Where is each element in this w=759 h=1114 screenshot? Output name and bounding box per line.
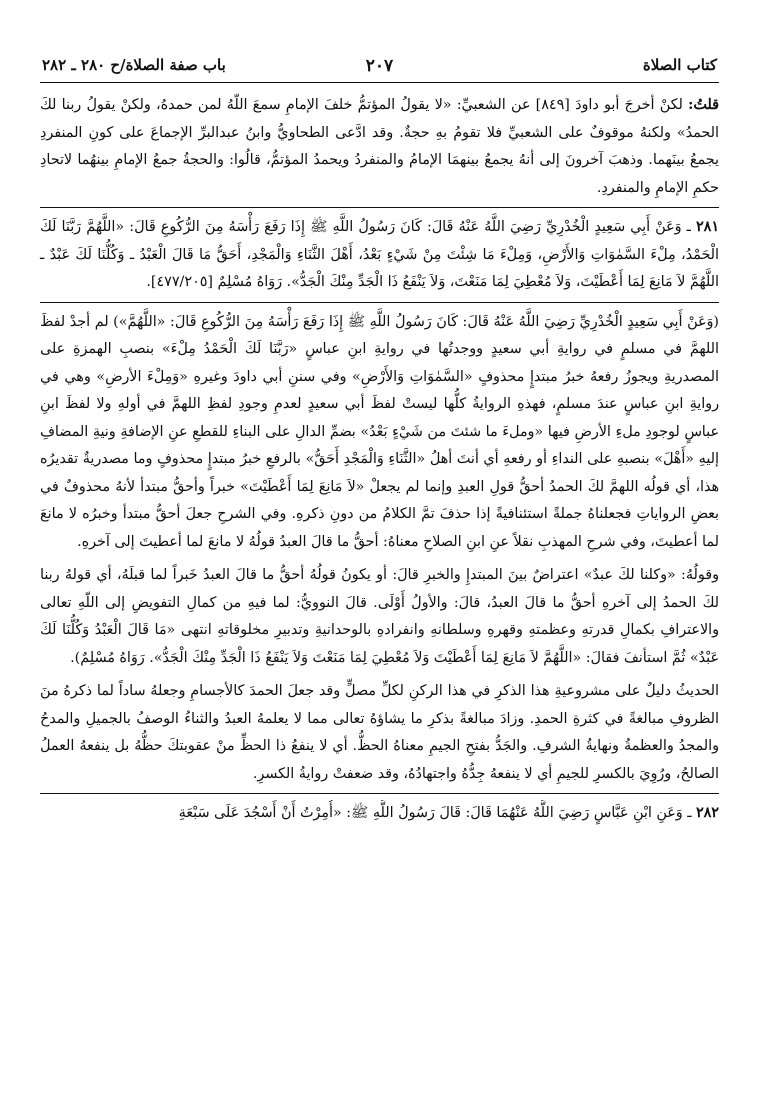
section-divider — [40, 793, 719, 794]
hadith-281 — [40, 214, 719, 297]
page-number: ٢٠٧ — [365, 56, 394, 76]
commentary-paragraph: الحديثُ دليلٌ على مشروعيةِ هذا الذكرِ في هذا الركنِ لكلِّ مصلٍّ وقد جعلَ الحمدَ كالأجسامِ وجعلهُ ساداً لما ذكرهُ منَ الظروفِ مبالغةً في كثرةِ الحمدِ. وزادَ مبالغةً بذكرِ ما يشاؤهُ تعالى مما لا يعلمهُ العبدُ والثناءُ الوصفُ بالجميلِ والمدحُ والمجدُ والعظمةُ ونهايةُ الشرفِ. والجَدُّ بفتحِ الجيمِ معناهُ الحظُّ. أي لا ينفعُ ذا الحظِّ منْ عقوبتكَ حظُّهُ بل ينفعهُ العملُ الصالحُ، ورُوِيَ بالكسرِ للجيمِ أي لا ينفعهُ جِدُّهُ واجتهادُهُ، وقد ضعفتْ روايةُ الكسرِ. — [40, 683, 719, 782]
hadith-number: ٢٨١ — [695, 219, 720, 235]
hadith-282 — [40, 800, 719, 828]
commentary-paragraph: (وَعَنْ أَبِي سَعِيدٍ الْخُدْرِيِّ رَضِيَ اللَّهُ عَنْهُ قَالَ: كَانَ رَسُولُ اللَّهِ ﷺ إِذَا رَفَعَ رَأْسَهُ مِنَ الرُّكُوعِ قَالَ: «اللَّهُمَّ») لم أجدْ لفظَ اللهمَّ في مسلمٍ في روايةِ أبي سعيدٍ ووجدتُها في روايةِ ابنِ عباسٍ «رَبَّنَا لَكَ الْحَمْدُ مِلْءَ» بنصبِ الهمزةِ على المصدريةِ ويجوزُ رفعهُ خبرُ مبتدإٍ محذوفٍ «السَّمٰوَاتِ وَالأَرْضِ» وفي سننِ أبي داودَ وغيرهِ «وَمِلْءَ الأرضِ» وهي في روايةِ ابنِ عباسٍ عندَ مسلمٍ، فهذهِ الروايةُ كلُّها ليستْ لفظَ أبي سعيدٍ لعدمِ وجودِ لفظِ اللهمَّ في أولهِ ولا لفظَ ابنِ عباسٍ لوجودِ ملءِ الأرضِ فيها «وملءَ ما شئتَ من شَيْءٍ بَعْدُ» بضمِّ الدالِ على البناءِ للقطعِ عنِ الإضافةِ ونيةِ المضافِ إليهِ «أَهْلَ» بنصبهِ على النداءِ أو رفعهِ أي أنتَ أهلُ «الثَّنَاءِ وَالْمَجْدِ أَحَقُّ» بالرفعِ خبرُ مبتدإٍ محذوفٍ وما مصدريةٌ تقديرُه هذا، أي قولُه اللهمَّ لكَ الحمدُ أحقُّ قولِ العبدِ وإنما لم يجعلْ «لاَ مَانِعَ لِمَا أَعْطَيْتَ» خبراً وأحقُّ مبتدأ لأنهُ محذوفٌ في بعضِ الرواياتِ فجعلناهُ جملةً استئنافيةً إذا حذفَ تمَّ الكلامُ من دونِ ذكرهِ. وفي الشرحِ جعلَ أحقُّ مبتدأ وخبرُه لا مانعَ لما أعطيتَ، وفي شرحِ المهذبِ نقلاً عنِ ابنِ الصلاحِ معناهُ: أحقُّ ما قالَ العبدُ قولُهُ لا مانعَ لما أعطيتَ إلى آخرهِ. — [40, 313, 719, 550]
page-header — [40, 52, 719, 83]
note-paragraph — [40, 92, 719, 202]
section-divider — [40, 207, 719, 208]
note-lead: قلتُ: — [688, 97, 719, 113]
book-title: كتاب الصلاة — [642, 56, 717, 74]
note-text: لكنْ أخرجَ أبو داودَ [٨٤٩] عن الشعبيِّ: «لا يقولُ المؤتمُّ خلفَ الإمامِ سمعَ اللّهُ لمن حمدهُ، ولكنْ يقولُ ربنا لكَ الحمدُ» ولكنهُ موقوفٌ على الشعبيِّ فلا تقومُ بهِ حجةٌ. وقد ادَّعى الطحاويُّ وابنُ عبدالبرِّ الإجماعَ على كونِ المنفردِ يجمعُ بينَهما. وذهبَ آخرونَ إلى أنهُ يجمعُ بينهمَا الإمامُ والمنفردُ ويحمدُ المؤتمُّ، قالُوا: والحجةُ جمعُ الإمامِ بينهُما لاتحادِ حكمِ الإمامِ والمنفردِ. — [40, 97, 719, 196]
hadith-text: ـ وَعَنْ أَبِي سَعِيدٍ الْخُدْرِيِّ رَضِيَ اللَّهُ عَنْهُ قَالَ: كَانَ رَسُولُ اللَّهِ ﷺ إِذَا رَفَعَ رَأْسَهُ مِنَ الرُّكُوعِ قَالَ: «اللَّهُمَّ رَبَّنَا لَكَ الْحَمْدُ، مِلْءَ السَّمٰوَاتِ وَالأَرْضِ، وَمِلْءَ مَا شِئْتَ مِنْ شَيْءٍ بَعْدُ، أَهْلَ الثَّنَاءِ وَالْمَجْدِ، أَحَقُّ مَا قَالَ الْعَبْدُ ـ وَكُلُّنَا لَكَ عَبْدٌ ـ اللَّهُمَّ لاَ مَانِعَ لِمَا أَعْطَيْتَ، وَلاَ مُعْطِيَ لِمَا مَنَعْتَ، وَلاَ يَنْفَعُ ذَا الْجَدِّ مِنْكَ الْجَدُّ». رَوَاهُ مُسْلِمٌ [٤٧٧/٢٠٥]. — [40, 219, 719, 290]
chapter-reference: باب صفة الصلاة/ح ٢٨٠ ـ ٢٨٢ — [42, 56, 226, 74]
hadith-text: ـ وَعَنِ ابْنِ عَبَّاسٍ رَضِيَ اللَّهُ عَنْهُمَا قَالَ: قَالَ رَسُولُ اللَّهِ ﷺ: «أُمِرْتُ أَنْ أَسْجُدَ عَلَى سَبْعَةِ — [178, 805, 692, 821]
page-body — [40, 92, 719, 828]
commentary-paragraph: وقولُهُ: «وكلنا لكَ عبدٌ» اعتراضٌ بينَ المبتدإِ والخبرِ قالَ: أو يكونُ قولُهُ أحقُّ ما قالَ العبدُ خَبراً لما قبلَهُ، أي قولهُ ربنا لكَ الحمدُ إلى آخرهِ أحقُّ ما قالَ العبدُ، قالَ: والأولُ أَوْلَى. قالَ النوويُّ: لما فيهِ من كمالِ التفويضِ إلى اللّهِ تعالى والاعترافِ بكمالِ قدرتهِ وعظمتهِ وقهرهِ وسلطانهِ وانفرادهِ بالوحدانيةِ وتدبيرِ مخلوقاتهِ انتهى «مَا قَالَ الْعَبْدُ وَكُلُّنَا لَكَ عَبْدٌ» ثُمَّ استأنفَ فقالَ: «اللَّهُمَّ لاَ مَانِعَ لِمَا أَعْطَيْتَ وَلاَ مُعْطِيَ لِمَا مَنَعْتَ وَلاَ يَنْفَعُ ذَا الْجَدِّ مِنْكَ الْجَدُّ». رَوَاهُ مُسْلِمٌ). — [40, 567, 719, 666]
hadith-number: ٢٨٢ — [695, 805, 719, 821]
section-divider — [40, 302, 719, 303]
